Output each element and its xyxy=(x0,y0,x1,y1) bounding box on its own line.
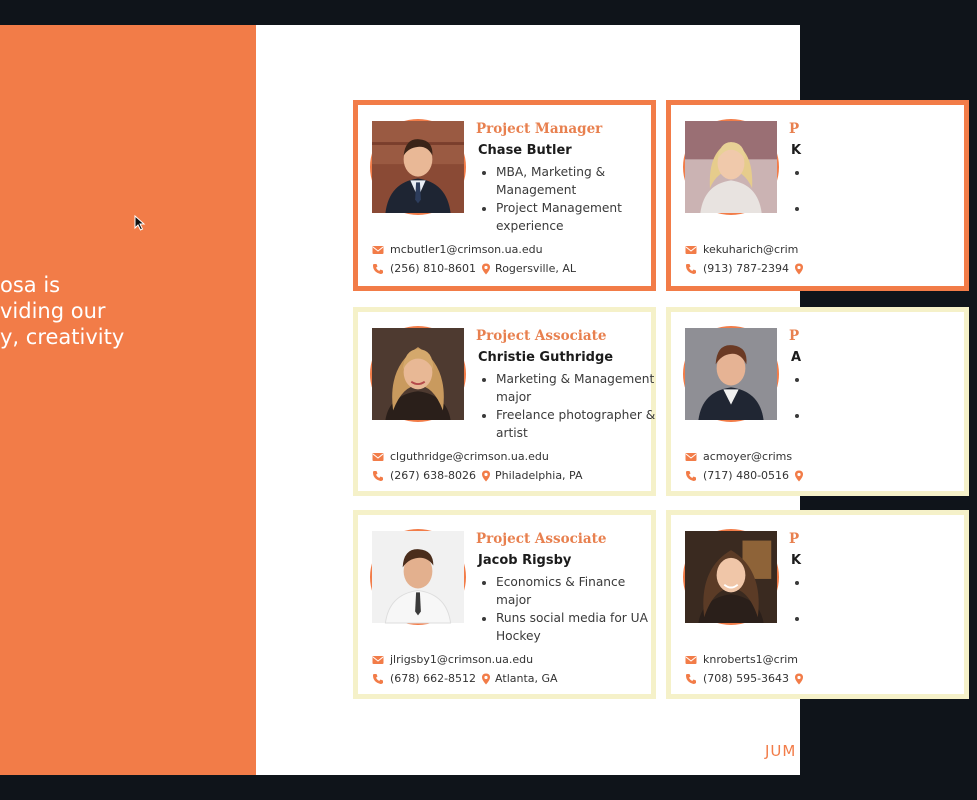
email-icon xyxy=(685,654,697,666)
card-phone[interactable]: (913) 787-2394 xyxy=(703,262,790,275)
card-phone-row xyxy=(372,469,583,482)
phone-icon xyxy=(372,263,384,275)
card-email[interactable]: jlrigsby1@crimson.ua.edu xyxy=(390,653,534,666)
location-pin-icon xyxy=(480,263,492,275)
card-role: Project Manager xyxy=(476,121,603,137)
card-email[interactable]: acmoyer@crims xyxy=(703,450,793,463)
card-email-row xyxy=(685,243,798,256)
location-pin-icon xyxy=(480,673,492,685)
card-phone-row xyxy=(685,672,808,685)
card-location: Atlanta, GA xyxy=(495,672,558,685)
card-email[interactable]: knroberts1@crim xyxy=(703,653,799,666)
footer-brand: JUM xyxy=(765,742,797,760)
card-bullets xyxy=(791,370,977,424)
card-phone[interactable]: (708) 595-3643 xyxy=(703,672,790,685)
card-phone[interactable]: (256) 810-8601 xyxy=(390,262,477,275)
card-role: P xyxy=(789,121,800,137)
screen-frame xyxy=(0,25,800,775)
card-phone[interactable]: (678) 662-8512 xyxy=(390,672,477,685)
card-role: P xyxy=(789,531,800,547)
card-name: A xyxy=(791,350,802,365)
card-bullet: • MBA, Marketing & Management xyxy=(496,163,664,199)
card-bullets xyxy=(478,370,664,442)
card-email-row xyxy=(372,450,549,463)
card-bullets xyxy=(791,573,977,627)
card-bullet xyxy=(809,406,977,424)
card-role: Project Associate xyxy=(476,531,607,547)
card-bullets xyxy=(791,163,977,217)
location-pin-icon xyxy=(480,470,492,482)
card-phone-row xyxy=(372,672,558,685)
card-bullets xyxy=(478,163,664,235)
card-phone[interactable]: (267) 638-8026 xyxy=(390,469,477,482)
card-phone-row xyxy=(685,262,808,275)
team-card-christie-guthridge xyxy=(353,307,656,496)
card-phone[interactable]: (717) 480-0516 xyxy=(703,469,790,482)
left-text-line: viding our xyxy=(0,299,106,323)
phone-icon xyxy=(685,673,697,685)
location-pin-icon xyxy=(793,673,805,685)
avatar xyxy=(683,119,779,215)
card-bullet: • Economics & Finance major xyxy=(496,573,664,609)
card-bullet xyxy=(809,199,977,217)
email-icon xyxy=(372,654,384,666)
card-bullets xyxy=(478,573,664,645)
card-location: Philadelphia, PA xyxy=(495,469,583,482)
card-name: K xyxy=(791,143,802,158)
team-card-partial-3 xyxy=(666,307,969,496)
phone-icon xyxy=(685,470,697,482)
avatar xyxy=(370,529,466,625)
card-email[interactable]: kekuharich@crim xyxy=(703,243,799,256)
left-text-line: osa is xyxy=(0,273,61,297)
phone-icon xyxy=(685,263,697,275)
avatar xyxy=(370,326,466,422)
location-pin-icon xyxy=(793,470,805,482)
card-bullet: • Project Management experience xyxy=(496,199,664,235)
team-card-chase-butler xyxy=(353,100,656,291)
location-pin-icon xyxy=(793,263,805,275)
card-bullet xyxy=(809,609,977,627)
card-phone-row xyxy=(685,469,808,482)
left-panel-text xyxy=(0,272,124,350)
left-panel xyxy=(0,25,256,775)
email-icon xyxy=(685,451,697,463)
card-name: K xyxy=(791,553,802,568)
card-email-row xyxy=(372,653,533,666)
team-card-jacob-rigsby xyxy=(353,510,656,699)
phone-icon xyxy=(372,470,384,482)
card-name: Jacob Rigsby xyxy=(478,553,572,568)
card-bullet: • Marketing & Management major xyxy=(496,370,664,406)
avatar xyxy=(370,119,466,215)
card-bullet xyxy=(809,163,977,181)
phone-icon xyxy=(372,673,384,685)
card-name: Christie Guthridge xyxy=(478,350,614,365)
team-card-partial-5 xyxy=(666,510,969,699)
card-role: Project Associate xyxy=(476,328,607,344)
card-role: P xyxy=(789,328,800,344)
card-bullet xyxy=(809,573,977,591)
left-text-line: y, creativity xyxy=(0,325,125,349)
card-bullet: • Freelance photographer & artist xyxy=(496,406,664,442)
avatar xyxy=(683,326,779,422)
card-bullet: • Runs social media for UA Hockey xyxy=(496,609,664,645)
card-email[interactable]: mcbutler1@crimson.ua.edu xyxy=(390,243,543,256)
card-email-row xyxy=(685,653,798,666)
card-name: Chase Butler xyxy=(478,143,572,158)
card-email-row xyxy=(372,243,543,256)
team-card-partial-1 xyxy=(666,100,969,291)
card-bullet xyxy=(809,370,977,388)
avatar xyxy=(683,529,779,625)
mouse-cursor-icon xyxy=(134,215,146,231)
card-email[interactable]: clguthridge@crimson.ua.edu xyxy=(390,450,549,463)
card-location: Rogersville, AL xyxy=(495,262,577,275)
email-icon xyxy=(372,451,384,463)
team-slide xyxy=(256,25,800,775)
card-email-row xyxy=(685,450,792,463)
card-phone-row xyxy=(372,262,576,275)
email-icon xyxy=(372,244,384,256)
email-icon xyxy=(685,244,697,256)
